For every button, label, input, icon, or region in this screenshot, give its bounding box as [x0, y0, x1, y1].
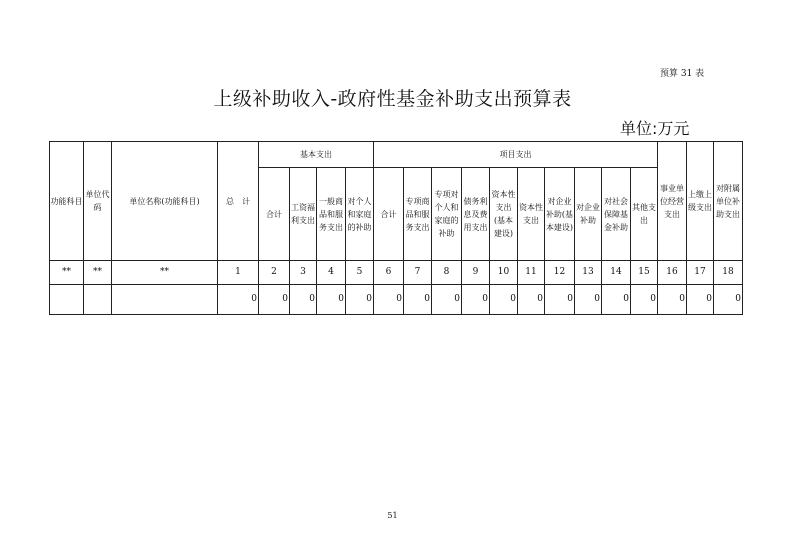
- header-unit-name: 单位名称(功能科目): [112, 142, 218, 261]
- index-cell: 10: [490, 261, 518, 285]
- header-col-16: 事业单位经营支出: [658, 142, 687, 261]
- data-cell: 0: [545, 285, 575, 315]
- header-col-10: 资本性支出(基本建设): [490, 168, 518, 261]
- index-cell: 18: [714, 261, 743, 285]
- page-title: 上级补助收入-政府性基金补助支出预算表: [213, 88, 572, 110]
- data-cell: 0: [714, 285, 743, 315]
- header-col-12: 对企业补助(基本建设): [545, 168, 575, 261]
- header-unit-code: 单位代码: [84, 142, 112, 261]
- data-cell: 0: [575, 285, 602, 315]
- data-cell: [84, 285, 112, 315]
- page-number: 51: [387, 511, 398, 520]
- header-col-14: 对社会保障基金补助: [602, 168, 631, 261]
- index-cell: 1: [218, 261, 259, 285]
- index-cell: 3: [290, 261, 317, 285]
- header-func-subject: 功能科目: [50, 142, 84, 261]
- data-cell: 0: [462, 285, 490, 315]
- data-cell: 0: [602, 285, 631, 315]
- index-cell: 13: [575, 261, 602, 285]
- data-cell: 0: [658, 285, 687, 315]
- data-cell: 0: [687, 285, 714, 315]
- index-cell: 16: [658, 261, 687, 285]
- header-col-6: 合计: [374, 168, 404, 261]
- index-cell: 9: [462, 261, 490, 285]
- data-cell: [112, 285, 218, 315]
- header-col-13: 对企业补助: [575, 168, 602, 261]
- index-cell: 5: [346, 261, 374, 285]
- index-cell: 7: [404, 261, 432, 285]
- data-cell: 0: [346, 285, 374, 315]
- header-col-8: 专项对个人和家庭的补助: [432, 168, 462, 261]
- data-cell: 0: [518, 285, 545, 315]
- unit-label: 单位:万元: [620, 119, 690, 138]
- budget-table: [49, 141, 743, 315]
- header-total: 总 计: [218, 142, 259, 261]
- data-cell: 0: [631, 285, 658, 315]
- header-basic-group: 基本支出: [259, 142, 374, 168]
- data-cell: 0: [404, 285, 432, 315]
- index-cell: **: [84, 261, 112, 285]
- header-col-2: 合计: [259, 168, 290, 261]
- form-number: 预算 31 表: [660, 69, 705, 79]
- header-col-9: 债务利息及费用支出: [462, 168, 490, 261]
- data-cell: 0: [218, 285, 259, 315]
- data-cell: 0: [290, 285, 317, 315]
- index-cell: 15: [631, 261, 658, 285]
- header-col-3: 工资福利支出: [290, 168, 317, 261]
- index-cell: 14: [602, 261, 631, 285]
- index-cell: **: [112, 261, 218, 285]
- index-cell: 11: [518, 261, 545, 285]
- header-project-group: 项目支出: [374, 142, 658, 168]
- header-col-5: 对个人和家庭的补助: [346, 168, 374, 261]
- index-cell: 8: [432, 261, 462, 285]
- table-row: [50, 285, 743, 315]
- data-cell: 0: [374, 285, 404, 315]
- header-col-7: 专项商品和服务支出: [404, 168, 432, 261]
- index-cell: 2: [259, 261, 290, 285]
- data-cell: [50, 285, 84, 315]
- header-col-11: 资本性支出: [518, 168, 545, 261]
- header-col-17: 上缴上级支出: [687, 142, 714, 261]
- index-row: [50, 261, 743, 285]
- index-cell: 6: [374, 261, 404, 285]
- index-cell: 4: [317, 261, 346, 285]
- data-cell: 0: [490, 285, 518, 315]
- header-col-18: 对附属单位补助支出: [714, 142, 743, 261]
- data-cell: 0: [317, 285, 346, 315]
- index-cell: 17: [687, 261, 714, 285]
- data-cell: 0: [259, 285, 290, 315]
- index-cell: **: [50, 261, 84, 285]
- header-col-4: 一般商品和服务支出: [317, 168, 346, 261]
- header-col-15: 其他支出: [631, 168, 658, 261]
- data-cell: 0: [432, 285, 462, 315]
- index-cell: 12: [545, 261, 575, 285]
